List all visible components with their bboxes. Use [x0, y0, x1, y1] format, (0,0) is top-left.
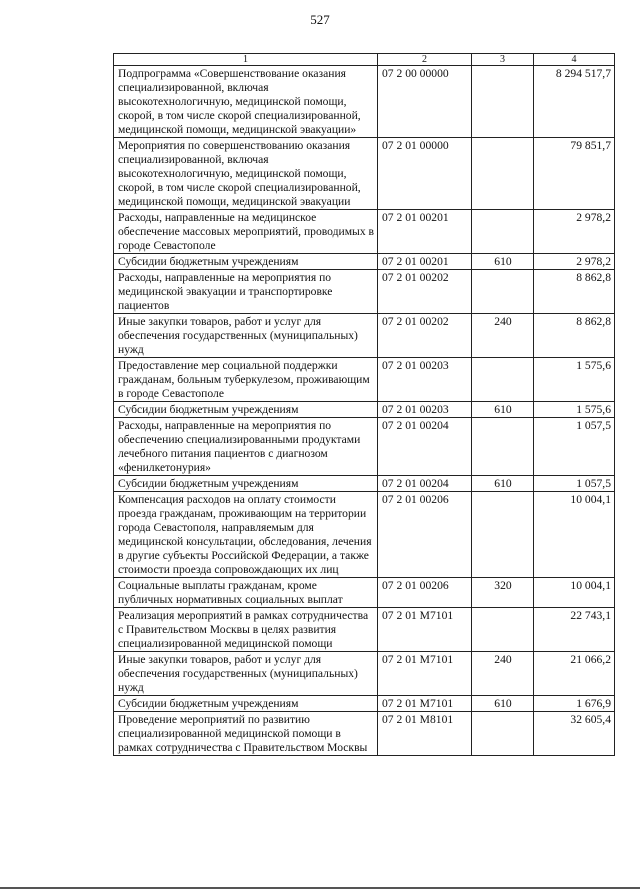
amount-cell: 8 862,8	[534, 314, 615, 358]
expense-type-cell	[472, 138, 534, 210]
name-cell: Проведение мероприятий по развитию специализированной медицинской помощи в рамках сотрудничества с Правительством Москвы	[114, 712, 378, 756]
expense-type-cell	[472, 492, 534, 578]
expense-type-cell: 240	[472, 314, 534, 358]
name-cell: Реализация мероприятий в рамках сотрудничества с Правительством Москвы в целях развития специализированной медицинской помощи	[114, 608, 378, 652]
amount-cell: 1 057,5	[534, 476, 615, 492]
expense-type-cell: 610	[472, 696, 534, 712]
table-row	[114, 358, 615, 402]
table-row	[114, 578, 615, 608]
expense-type-cell: 240	[472, 652, 534, 696]
name-cell: Мероприятия по совершенствованию оказания специализированной, включая высокотехнологичную, медицинской помощи, скорой, в том числе скорой специализированной, медицинской помощи, медицинской эвакуации	[114, 138, 378, 210]
amount-cell: 1 057,5	[534, 418, 615, 476]
name-cell: Социальные выплаты гражданам, кроме публичных нормативных социальных выплат	[114, 578, 378, 608]
amount-cell: 10 004,1	[534, 578, 615, 608]
name-cell: Субсидии бюджетным учреждениям	[114, 476, 378, 492]
table-row	[114, 66, 615, 138]
code-cell: 07 2 00 00000	[378, 66, 472, 138]
name-cell: Расходы, направленные на медицинское обеспечение массовых мероприятий, проводимых в городе Севастополе	[114, 210, 378, 254]
code-cell: 07 2 01 00204	[378, 418, 472, 476]
table-row	[114, 712, 615, 756]
table-row	[114, 696, 615, 712]
expense-type-cell	[472, 270, 534, 314]
table-row	[114, 492, 615, 578]
expense-type-cell	[472, 66, 534, 138]
code-cell: 07 2 01 M8101	[378, 712, 472, 756]
expense-type-cell: 610	[472, 402, 534, 418]
expense-type-cell	[472, 358, 534, 402]
table-row	[114, 138, 615, 210]
code-cell: 07 2 01 00203	[378, 358, 472, 402]
code-cell: 07 2 01 00000	[378, 138, 472, 210]
code-cell: 07 2 01 M7101	[378, 608, 472, 652]
expense-type-cell	[472, 210, 534, 254]
code-cell: 07 2 01 M7101	[378, 696, 472, 712]
name-cell: Предоставление мер социальной поддержки гражданам, больным туберкулезом, проживающим в городе Севастополе	[114, 358, 378, 402]
column-header-2: 2	[378, 54, 472, 66]
expense-type-cell	[472, 418, 534, 476]
table-row	[114, 210, 615, 254]
amount-cell: 8 862,8	[534, 270, 615, 314]
name-cell: Иные закупки товаров, работ и услуг для обеспечения государственных (муниципальных) нужд	[114, 652, 378, 696]
table-row	[114, 270, 615, 314]
table-row	[114, 608, 615, 652]
amount-cell: 21 066,2	[534, 652, 615, 696]
amount-cell: 32 605,4	[534, 712, 615, 756]
expense-type-cell: 610	[472, 476, 534, 492]
amount-cell: 2 978,2	[534, 210, 615, 254]
amount-cell: 2 978,2	[534, 254, 615, 270]
budget-table	[113, 53, 615, 756]
code-cell: 07 2 01 00202	[378, 270, 472, 314]
name-cell: Субсидии бюджетным учреждениям	[114, 696, 378, 712]
name-cell: Субсидии бюджетным учреждениям	[114, 402, 378, 418]
name-cell: Расходы, направленные на мероприятия по медицинской эвакуации и транспортировке пациентов	[114, 270, 378, 314]
expense-type-cell	[472, 608, 534, 652]
name-cell: Расходы, направленные на мероприятия по обеспечению специализированными продуктами лечебного питания пациентов с диагнозом «фенилкетонурия»	[114, 418, 378, 476]
name-cell: Субсидии бюджетным учреждениям	[114, 254, 378, 270]
code-cell: 07 2 01 M7101	[378, 652, 472, 696]
table-row	[114, 418, 615, 476]
amount-cell: 79 851,7	[534, 138, 615, 210]
table-header-row	[114, 54, 615, 66]
amount-cell: 1 575,6	[534, 402, 615, 418]
table-row	[114, 314, 615, 358]
column-header-4: 4	[534, 54, 615, 66]
table-row	[114, 476, 615, 492]
table-row	[114, 652, 615, 696]
amount-cell: 10 004,1	[534, 492, 615, 578]
table-row	[114, 254, 615, 270]
amount-cell: 1 575,6	[534, 358, 615, 402]
page-number: 527	[310, 12, 330, 27]
amount-cell: 8 294 517,7	[534, 66, 615, 138]
amount-cell: 1 676,9	[534, 696, 615, 712]
code-cell: 07 2 01 00206	[378, 492, 472, 578]
code-cell: 07 2 01 00203	[378, 402, 472, 418]
amount-cell: 22 743,1	[534, 608, 615, 652]
expense-type-cell: 320	[472, 578, 534, 608]
name-cell: Подпрограмма «Совершенствование оказания специализированной, включая высокотехнологичную, медицинской помощи, скорой, в том числе скорой специализированной, медицинской помощи, медицинской эвакуации»	[114, 66, 378, 138]
name-cell: Иные закупки товаров, работ и услуг для обеспечения государственных (муниципальных) нужд	[114, 314, 378, 358]
code-cell: 07 2 01 00201	[378, 210, 472, 254]
code-cell: 07 2 01 00202	[378, 314, 472, 358]
expense-type-cell: 610	[472, 254, 534, 270]
code-cell: 07 2 01 00206	[378, 578, 472, 608]
table-row	[114, 402, 615, 418]
code-cell: 07 2 01 00204	[378, 476, 472, 492]
column-header-1: 1	[114, 54, 378, 66]
column-header-3: 3	[472, 54, 534, 66]
code-cell: 07 2 01 00201	[378, 254, 472, 270]
expense-type-cell	[472, 712, 534, 756]
name-cell: Компенсация расходов на оплату стоимости проезда гражданам, проживающим на территории города Севастополя, направляемым для медицинской консультации, обследования, лечения в другие субъекты Российской Федерации, а также стоимости проезда сопровождающих их лиц	[114, 492, 378, 578]
